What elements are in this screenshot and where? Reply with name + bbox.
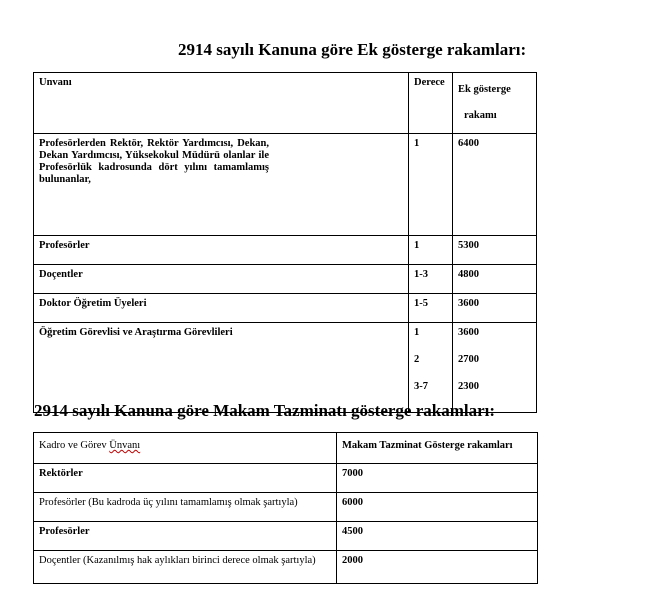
table-row — [34, 236, 537, 265]
row-kadro: Rektörler — [34, 464, 337, 493]
table-row — [34, 522, 538, 551]
table-header-row — [34, 73, 537, 134]
makam-tazminati-table — [33, 432, 538, 584]
header-ek-line1: Ek gösterge — [458, 84, 511, 95]
row-unvan: Doçentler — [34, 265, 409, 294]
header-kadro-word: Ünvanı — [109, 440, 141, 451]
row-ek: 3600 — [453, 294, 537, 323]
row-derece-item: 2 — [414, 354, 420, 365]
row-ek-stack — [453, 323, 537, 413]
table-header-row — [34, 433, 538, 464]
table-row — [34, 294, 537, 323]
row-kadro: Profesörler (Bu kadroda üç yılını tamamlamış olmak şartıyla) — [34, 493, 337, 522]
table-row — [34, 493, 538, 522]
ek-gosterge-table — [33, 72, 537, 413]
row-ek-item: 2300 — [458, 381, 479, 392]
header-makam: Makam Tazminat Gösterge rakamları — [337, 433, 538, 464]
row-derece-stack — [409, 323, 453, 413]
row-kadro: Profesörler — [34, 522, 337, 551]
header-unvan: Unvanı — [34, 73, 409, 134]
row-ek: 6400 — [453, 134, 537, 236]
row-derece-item: 1 — [414, 327, 420, 338]
row-ek-item: 2700 — [458, 354, 479, 365]
table-row — [34, 134, 537, 236]
header-ek-line2: rakamı — [464, 110, 497, 121]
ek-gosterge-title: 2914 sayılı Kanuna göre Ek gösterge rakamları: — [178, 40, 527, 59]
header-kadro — [34, 433, 337, 464]
header-derece: Derece — [409, 73, 453, 134]
row-derece: 1 — [409, 134, 453, 236]
makam-tazminati-title: 2914 sayılı Kanuna göre Makam Tazminatı gösterge rakamları: — [34, 401, 496, 420]
row-ek: 5300 — [453, 236, 537, 265]
table-row — [34, 265, 537, 294]
table-row — [34, 551, 538, 584]
row-unvan-text: Profesörlerden Rektör, Rektör Yardımcısı, Dekan, Dekan Yardımcısı, Yüksekokul Müdürü olanlar ile Profesörlük kadrosunda dört yılını tamamlamış bulunanlar, — [39, 138, 269, 185]
row-kadro: Doçentler (Kazanılmış hak aylıkları birinci derece olmak şartıyla) — [34, 551, 337, 584]
row-derece: 1 — [409, 236, 453, 265]
row-value: 6000 — [337, 493, 538, 522]
row-derece: 1-3 — [409, 265, 453, 294]
header-kadro-prefix: Kadro ve Görev — [39, 440, 110, 451]
row-ek-item: 3600 — [458, 327, 479, 338]
row-derece: 1-5 — [409, 294, 453, 323]
row-unvan: Profesörler — [34, 236, 409, 265]
row-value: 7000 — [337, 464, 538, 493]
header-ek-gosterge — [453, 73, 537, 134]
row-unvan: Öğretim Görevlisi ve Araştırma Görevlileri — [34, 323, 409, 413]
row-derece-item: 3-7 — [414, 381, 428, 392]
row-value: 2000 — [337, 551, 538, 584]
table-row — [34, 464, 538, 493]
row-ek: 4800 — [453, 265, 537, 294]
row-unvan: Doktor Öğretim Üyeleri — [34, 294, 409, 323]
row-unvan — [34, 134, 409, 236]
row-value: 4500 — [337, 522, 538, 551]
table-row — [34, 323, 537, 413]
